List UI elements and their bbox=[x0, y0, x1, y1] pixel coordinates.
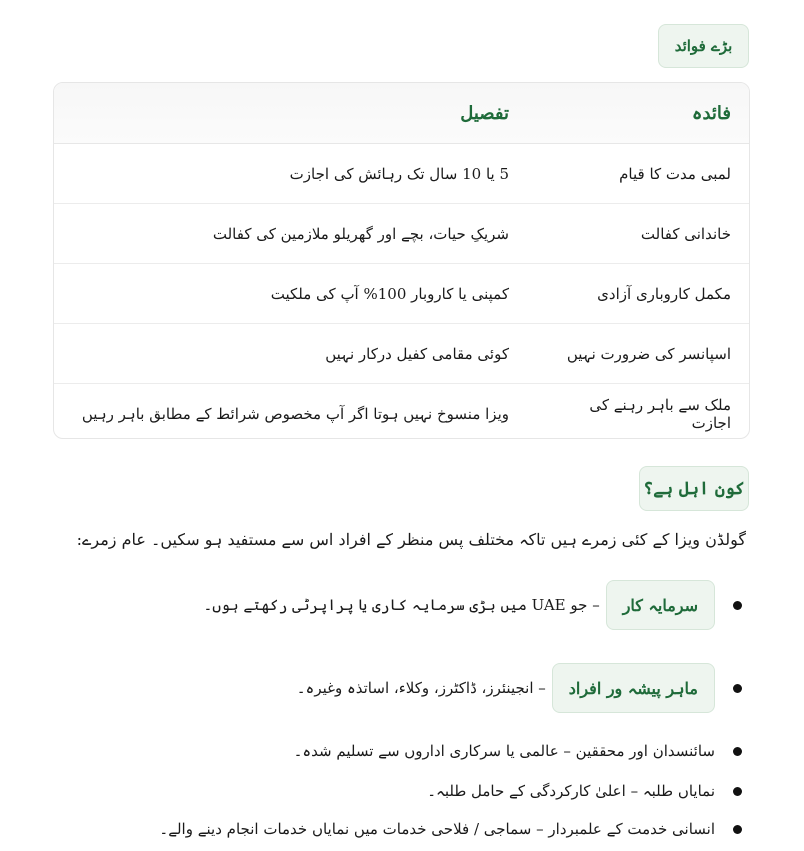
eligibility-heading: کون اہل ہے؟ bbox=[639, 466, 749, 511]
cell-benefit: خاندانی کفالت bbox=[640, 224, 731, 243]
category-desc: سائنسدان اور محققین – عالمی یا سرکاری اداروں سے تسلیم شدہ۔ bbox=[293, 742, 715, 760]
list-item bbox=[203, 578, 742, 632]
category-desc: – انجینئرز، ڈاکٹرز، وکلاء، اساتذہ وغیرہ۔ bbox=[296, 679, 546, 697]
list-item bbox=[427, 778, 742, 804]
cell-benefit: لمبی مدت کا قیام bbox=[619, 164, 731, 183]
category-desc: – جو UAE میں بڑی سرمایہ کاری یا پراپرٹی رکھتے ہوں۔ bbox=[203, 596, 600, 614]
category-desc: انسانی خدمت کے علمبردار – سماجی / فلاحی خدمات میں نمایاں خدمات انجام دینے والے۔ bbox=[159, 820, 715, 838]
table-header bbox=[54, 83, 749, 144]
cell-benefit: اسپانسر کی ضرورت نہیں bbox=[566, 344, 731, 363]
intro-text: گولڈن ویزا کے کئی زمرے ہیں تاکہ مختلف پس منظر کے افراد اس سے مستفید ہو سکیں۔ عام زمرے: bbox=[76, 530, 746, 549]
list-item bbox=[294, 738, 742, 764]
table-row bbox=[54, 384, 749, 439]
bullet-icon bbox=[733, 747, 742, 756]
cell-detail: کمپنی یا کاروبار 100% آپ کی ملکیت bbox=[270, 284, 509, 303]
table-row bbox=[54, 324, 749, 384]
cell-detail: 5 یا 10 سال تک رہائش کی اجازت bbox=[289, 164, 509, 183]
benefits-heading: بڑے فوائد bbox=[658, 24, 749, 68]
bullet-icon bbox=[733, 825, 742, 834]
benefits-table bbox=[53, 82, 750, 439]
cell-detail: شریکِ حیات، بچے اور گھریلو ملازمین کی کفالت bbox=[212, 224, 509, 243]
bullet-icon bbox=[733, 684, 742, 693]
list-item bbox=[159, 816, 742, 842]
cell-detail: کوئی مقامی کفیل درکار نہیں bbox=[325, 344, 509, 363]
category-chip: سرمایہ کار bbox=[606, 580, 715, 630]
list-item bbox=[297, 661, 742, 715]
table-row bbox=[54, 144, 749, 204]
bullet-icon bbox=[733, 601, 742, 610]
table-row bbox=[54, 204, 749, 264]
bullet-icon bbox=[733, 787, 742, 796]
header-detail: تفصیل bbox=[460, 102, 509, 124]
cell-benefit: ملک سے باہر رہنے کی اجازت bbox=[589, 395, 731, 432]
category-chip: ماہر پیشہ ور افراد bbox=[552, 663, 715, 713]
table-row bbox=[54, 264, 749, 324]
category-desc: نمایاں طلبہ – اعلیٰ کارکردگی کے حامل طلبہ۔ bbox=[427, 782, 715, 800]
cell-benefit: مکمل کاروباری آزادی bbox=[597, 284, 731, 303]
header-benefit: فائدہ bbox=[691, 102, 731, 124]
cell-detail: ویزا منسوخ نہیں ہوتا اگر آپ مخصوص شرائط کے مطابق باہر رہیں bbox=[81, 404, 509, 423]
